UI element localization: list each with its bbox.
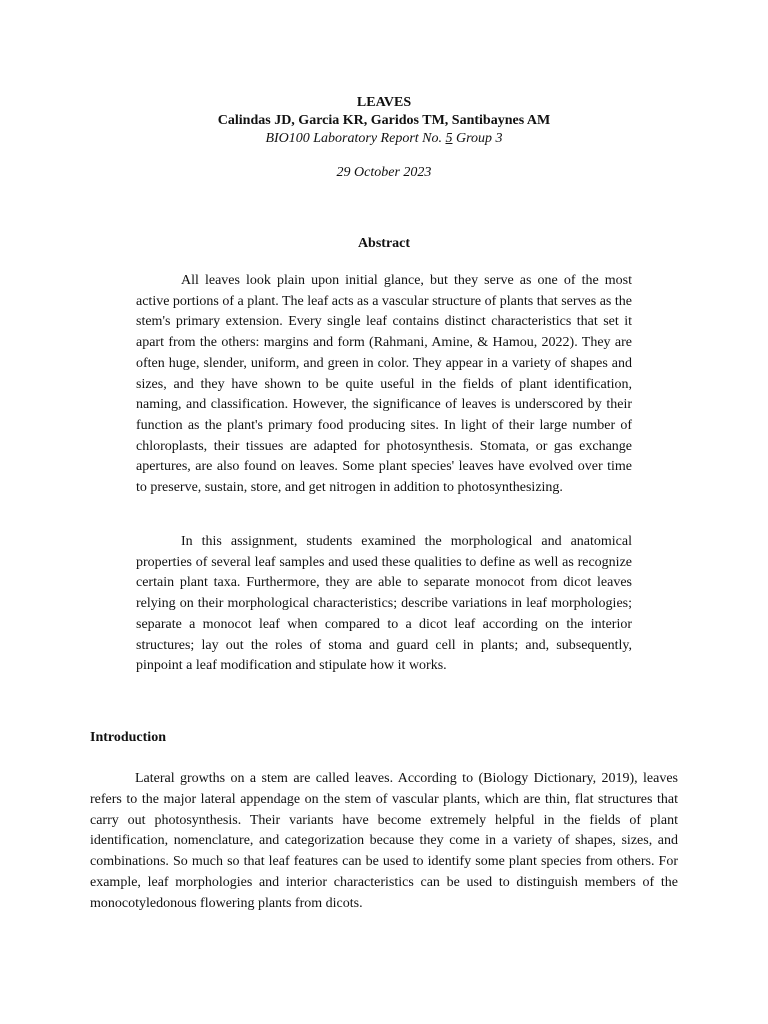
abstract-paragraph-1: All leaves look plain upon initial glance, but they serve as one of the most active portions of a plant. The leaf acts as a vascular structure of plants that serves as the stem's primary extension. Every single leaf contains distinct characteristics that set it apart from the others: margins and form (Rahmani, Amine, & Hamou, 2022). They are often huge, slender, uniform, and green in color. They appear in a variety of shapes and sizes, and they have shown to be quite useful in the fields of plant identification, naming, and classification. However, the significance of leaves is underscored by their function as the plant's primary food producing sites. In light of their large number of chloroplasts, their tissues are adapted for photosynthesis. Stomata, or gas exchange apertures, are also found on leaves. Some plant species' leaves have evolved over time to preserve, sustain, store, and get nitrogen in addition to photosynthesizing. (136, 273, 632, 496)
document-title: LEAVES (356, 95, 412, 110)
report-prefix: BIO100 Laboratory Report No. (265, 131, 446, 146)
report-date: 29 October 2023 (336, 165, 432, 180)
abstract-paragraph-2: In this assignment, students examined the morphological and anatomical properties of several leaf samples and used these qualities to define as well as recognize certain plant taxa. Furthermore, they are able to separate monocot from dicot leaves relying on their morphological characteristics; describe variations in leaf morphologies; separate a monocot leaf when compared to a dicot leaf according on the interior structures; lay out the roles of stoma and guard cell in plants; and, subsequently, pinpoint a leaf modification and stipulate how it works. (136, 534, 632, 674)
abstract-section-1 (136, 271, 632, 499)
abstract-heading: Abstract (357, 236, 411, 251)
title-block (0, 94, 768, 148)
report-suffix: Group 3 (452, 131, 503, 146)
author-list: Calindas JD, Garcia KR, Garidos TM, Santibaynes AM (217, 113, 551, 128)
abstract-section-2 (136, 532, 632, 677)
report-number: 5 (445, 131, 453, 146)
introduction-paragraph: Lateral growths on a stem are called leaves. According to (Biology Dictionary, 2019), leaves refers to the major lateral appendage on the stem of vascular plants, which are thin, flat structures that carry out photosynthesis. Their variants have become extremely helpful in the fields of plant identification, nomenclature, and categorization because they come in a variety of shapes, sizes, and combinations. So much so that leaf features can be used to identify some plant species from others. For example, leaf morphologies and interior characteristics can be used to distinguish members of the monocotyledonous flowering plants from dicots. (90, 771, 678, 911)
introduction-section (90, 769, 678, 915)
report-subtitle (0, 130, 768, 148)
introduction-heading: Introduction (90, 730, 166, 745)
